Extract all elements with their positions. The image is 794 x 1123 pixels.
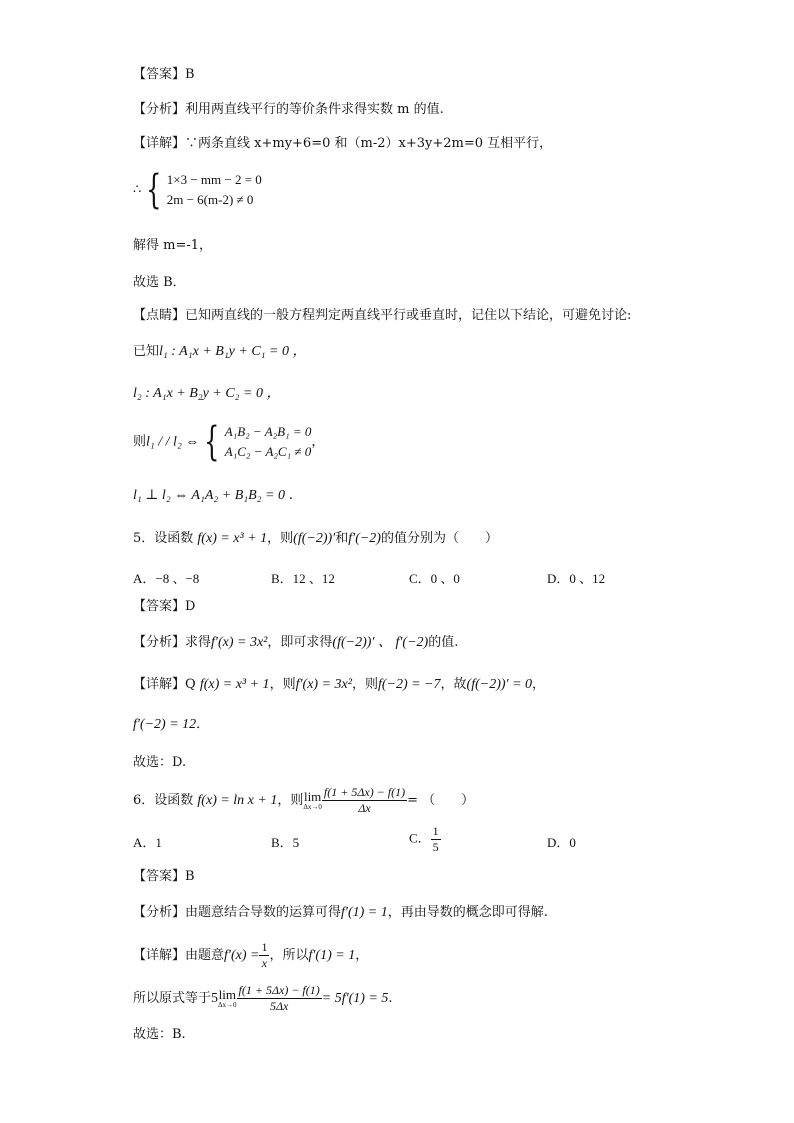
q5-detail-g: ，故 <box>440 677 467 692</box>
q6-line2-a: 所以原式等于 <box>133 991 212 1006</box>
fraction-denominator: 5 <box>432 840 439 854</box>
q6-detail-a: 由题意 <box>185 948 225 963</box>
q5-detail-line <box>133 676 545 694</box>
q5-stem-b: ，则 <box>267 531 294 546</box>
q6-answer-line <box>133 868 195 886</box>
lim-sub: Δx→0 <box>218 1001 237 1009</box>
analysis-tag: 【分析】 <box>133 905 186 920</box>
lim-word: lim <box>303 789 322 804</box>
q6-option-d: D．0 <box>547 835 576 850</box>
known-prefix: 已知 <box>133 344 160 359</box>
q4-choose-line: 故选 B． <box>133 275 186 290</box>
q5-detail-d: f′(x) = 3x² <box>295 677 352 692</box>
then-prefix: 则 <box>133 434 147 450</box>
q5-option-c: C．0 、0 <box>409 571 460 586</box>
q5-analysis-d: 的值. <box>428 635 459 650</box>
q6-stem-b: ，则 <box>277 793 304 808</box>
lim-sub: Δx→0 <box>303 803 322 811</box>
q6-stem-c: = （ ） <box>407 793 475 808</box>
q4-solve-line: 解得 m=-1， <box>133 238 213 253</box>
fraction-denominator: x <box>261 956 268 970</box>
q4-comment: 已知两直线的一般方程判定两直线平行或垂直时，记住以下结论，可避免讨论: <box>185 308 632 323</box>
detail-tag: 【详解】 <box>133 948 186 963</box>
q4-analysis-line <box>133 101 444 119</box>
q6-stem <box>133 785 474 816</box>
answer-tag: 【答案】 <box>133 869 186 884</box>
q5-detail-f: f(−2) = −7 <box>377 677 441 692</box>
q6-option-c-fraction <box>431 824 441 855</box>
q5-detail-b: f(x) = x³ + 1 <box>199 677 270 692</box>
q6-option-a: A．1 <box>133 835 162 850</box>
detail-tag: 【详解】 <box>133 136 186 151</box>
q6-detail-d: ， <box>355 948 369 963</box>
q4-answer-line <box>133 66 195 84</box>
q6-answer: B <box>185 869 195 884</box>
q5-detail2-tail: ． <box>196 717 210 732</box>
q6-analysis-line <box>133 904 548 922</box>
comment-tag: 【点睛】 <box>133 308 186 323</box>
q5-analysis-a: 求得 <box>185 635 212 650</box>
answer-tag: 【答案】 <box>133 67 186 82</box>
parallel-row-1: A₁B₂ − A₂B₁ = 0 <box>224 424 312 439</box>
q5-detail2-line <box>133 716 209 734</box>
q6-detail-f: f′(x) = <box>224 948 260 963</box>
brace-icon: { <box>146 167 162 213</box>
parallel-symbol: l₁ / / l₂ ⇔ <box>146 434 200 450</box>
q5-option-b: B．12 、12 <box>271 571 335 586</box>
q4-parallel-condition <box>133 419 325 465</box>
q4-analysis: 利用两直线平行的等价条件求得实数 m 的值. <box>185 102 444 117</box>
parallel-row-2: A₁C₂ − A₂C₁ ≠ 0 <box>224 444 312 459</box>
q6-detail-fraction <box>259 940 269 971</box>
q5-analysis-line <box>133 634 458 652</box>
q5-detail-i: ， <box>532 677 546 692</box>
q5-detail-a: Q <box>185 677 196 692</box>
q6-choose-line: 故选：B. <box>133 1027 186 1042</box>
q6-line2-limit <box>218 988 237 1009</box>
fraction-denominator: 5Δx <box>269 999 289 1013</box>
q6-option-b: B．5 <box>271 835 300 850</box>
q6-stem-f: f(x) = ln x + 1 <box>197 793 278 808</box>
q6-line2-fraction <box>237 983 322 1014</box>
fraction-denominator: Δx <box>358 801 371 815</box>
q6-line2-c: . <box>388 991 393 1006</box>
q5-stem-f: f(x) = x³ + 1 <box>197 531 268 546</box>
parallel-rows <box>225 422 312 462</box>
q4-l2-line <box>133 385 280 403</box>
q5-answer-line <box>133 598 195 616</box>
q5-stem-g: 的值分别为（ ） <box>380 531 498 546</box>
q6-option-c-label: C． <box>409 830 431 846</box>
q4-answer: B <box>185 67 195 82</box>
q5-stem-a: 5．设函数 <box>133 531 194 546</box>
q5-detail-h: (f(−2))′ = 0 <box>466 677 533 692</box>
q4-l1-line <box>133 343 307 361</box>
q6-line2-coef: 5 <box>211 991 219 1006</box>
fraction-numerator: 1 <box>432 824 439 838</box>
parallel-tail: ， <box>311 434 325 450</box>
q6-option-c <box>409 824 441 855</box>
q5-answer: D <box>185 599 196 614</box>
perp-condition: l₁ ⊥ l₂ ⇔ A₁A₂ + B₁B₂ = 0 ． <box>133 488 303 503</box>
q6-analysis-f: f′(1) = 1 <box>341 905 388 920</box>
therefore-symbol: ∴ <box>133 182 142 198</box>
q5-stem-e: f′(−2) <box>348 531 381 546</box>
l1-equation: l₁ : A₁x + B₁y + C₁ = 0 ， <box>159 344 307 359</box>
q5-detail-c: ，则 <box>269 677 296 692</box>
q6-stem-a: 6．设函数 <box>133 793 194 808</box>
q6-detail-line <box>133 940 368 971</box>
fraction-numerator: f(1 + 5Δx) − f(1) <box>238 983 320 997</box>
brace-icon: { <box>204 419 220 465</box>
q5-detail-e: ，则 <box>351 677 378 692</box>
system-rows <box>167 170 262 210</box>
q6-line2-b: = 5f′(1) = 5 <box>321 991 389 1006</box>
q5-detail2: f′(−2) = 12 <box>133 717 197 732</box>
q6-analysis-a: 由题意结合导数的运算可得 <box>185 905 342 920</box>
l2-equation: l₂ : A₁x + B₂y + C₂ = 0 ， <box>133 386 281 401</box>
answer-tag: 【答案】 <box>133 599 186 614</box>
q5-analysis-f: f′(x) = 3x² <box>211 635 268 650</box>
q6-detail-b: ，所以 <box>269 948 309 963</box>
q5-stem-c: (f(−2))′ <box>293 531 336 546</box>
q4-perp-line <box>133 487 303 505</box>
q5-option-a: A．−8 、−8 <box>133 571 200 586</box>
lim-word: lim <box>218 987 236 1002</box>
fraction-numerator: 1 <box>261 940 268 954</box>
analysis-tag: 【分析】 <box>133 635 186 650</box>
detail-tag: 【详解】 <box>133 677 186 692</box>
fraction-numerator: f(1 + 5Δx) − f(1) <box>323 785 406 799</box>
q4-detail-line <box>133 135 552 153</box>
q6-analysis-b: ，再由导数的概念即可得解. <box>387 905 548 920</box>
q4-detail: ∵两条直线 x+my+6=0 和（m-2）x+3y+2m=0 互相平行， <box>185 136 553 151</box>
analysis-tag: 【分析】 <box>133 102 186 117</box>
q4-equation-system <box>133 167 262 213</box>
q5-option-d: D．0 、12 <box>547 571 606 586</box>
q5-stem <box>133 530 498 548</box>
system-row-2: 2m − 6(m-2) ≠ 0 <box>166 192 254 207</box>
q4-comment-line <box>133 307 631 325</box>
q5-choose-line: 故选：D. <box>133 755 187 770</box>
q5-analysis-b: ，即可求得 <box>267 635 333 650</box>
q5-stem-d: 和 <box>335 531 349 546</box>
system-row-1: 1×3 − mm − 2 = 0 <box>166 172 262 187</box>
q5-analysis-c: (f(−2))′ 、 f′(−2) <box>332 635 429 650</box>
q6-fraction <box>322 785 407 816</box>
q6-limit <box>303 790 322 811</box>
q6-detail-c: f′(1) = 1 <box>308 948 356 963</box>
q6-line2 <box>133 983 393 1014</box>
